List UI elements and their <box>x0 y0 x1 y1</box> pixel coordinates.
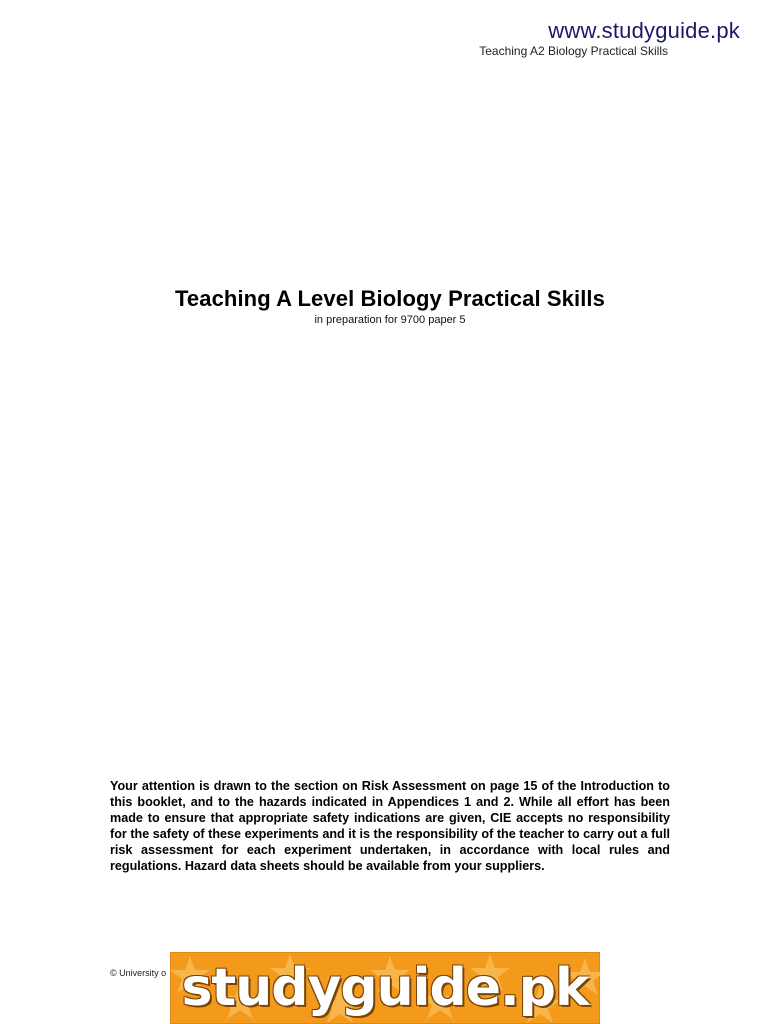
risk-assessment-notice: Your attention is drawn to the section on Risk Assessment on page 15 of the Introduction to this booklet, and to the hazards indicated in Appendices 1 and 2. While all effort has been made to ensure that appropriate safety indications are given, CIE accepts no responsibility for the safety of these experiments and it is the responsibility of the teacher to carry out a full risk assessment for each experiment undertaken, in accordance with local rules and regulations. Hazard data sheets should be available from your suppliers. <box>110 779 670 873</box>
document-subtitle: in preparation for 9700 paper 5 <box>314 314 466 326</box>
copyright-text: © University o <box>110 968 167 978</box>
title-block <box>0 286 768 326</box>
banner-logo-text: studyguide.pk <box>181 958 589 1018</box>
running-header: Teaching A2 Biology Practical Skills <box>479 44 668 58</box>
site-link[interactable]: www.studyguide.pk <box>548 18 740 43</box>
studyguide-banner[interactable] <box>170 952 600 1024</box>
document-title: Teaching A Level Biology Practical Skills <box>175 286 605 311</box>
